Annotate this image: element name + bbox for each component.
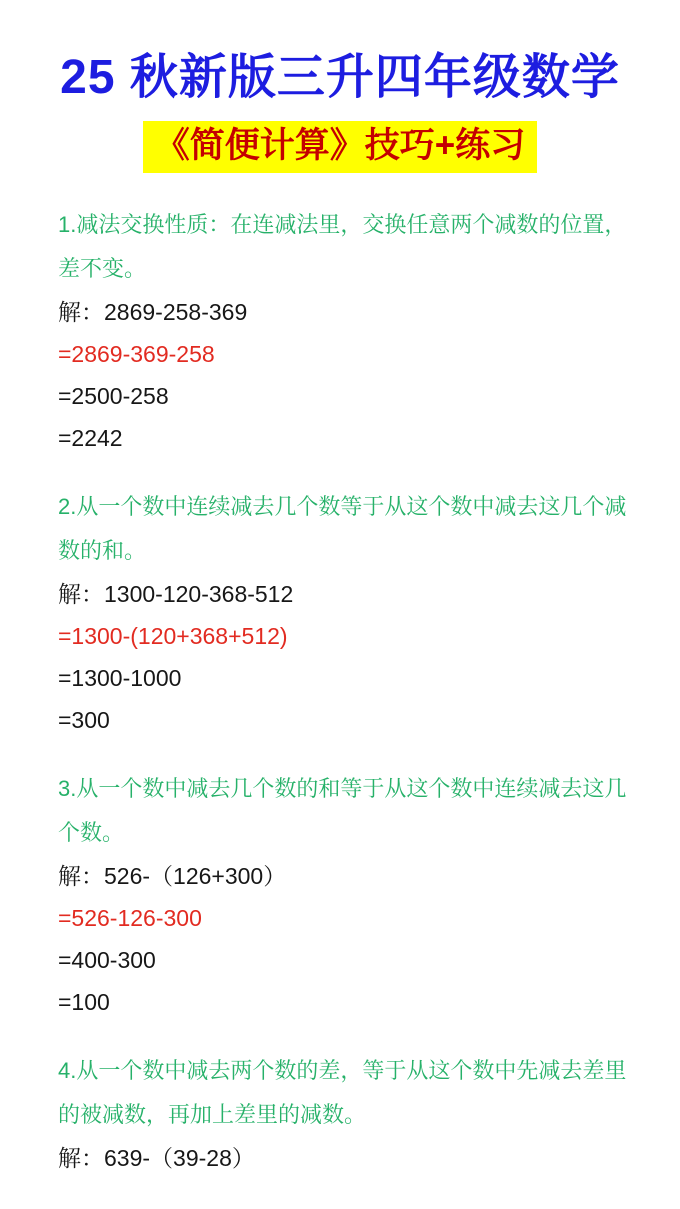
step-line-2a: =1300-1000 (58, 665, 182, 692)
page-subtitle-badge: 《简便计算》技巧+练习 (143, 121, 537, 173)
page-title: 25 秋新版三升四年级数学 (60, 51, 620, 104)
rule-text-2: 2.从一个数中连续减去几个数等于从这个数中减去这几个减数的和。 (58, 494, 627, 564)
key-step-line-2: =1300-(120+368+512) (58, 623, 288, 650)
solve-line-4: 解：639-（39-28） (58, 1145, 255, 1172)
solve-line-2: 解：1300-120-368-512 (58, 581, 294, 608)
solve-line-3: 解：526-（126+300） (58, 863, 287, 890)
solve-line-1: 解：2869-258-369 (58, 299, 248, 326)
section-2 (58, 485, 634, 741)
section-3 (58, 767, 634, 1023)
result-line-3: =100 (58, 989, 110, 1016)
section-4 (58, 1049, 634, 1179)
step-line-1a: =2500-258 (58, 383, 169, 410)
section-1 (58, 203, 634, 459)
rule-text-3: 3.从一个数中减去几个数的和等于从这个数中连续减去这几个数。 (58, 776, 627, 846)
key-step-line-1: =2869-369-258 (58, 341, 215, 368)
subtitle-row (0, 121, 680, 173)
result-line-1: =2242 (58, 425, 123, 452)
content (0, 191, 680, 1179)
result-line-2: =300 (58, 707, 110, 734)
rule-text-1: 1.减法交换性质：在连减法里，交换任意两个减数的位置，差不变。 (58, 212, 627, 282)
step-line-3a: =400-300 (58, 947, 156, 974)
key-step-line-3: =526-126-300 (58, 905, 202, 932)
rule-text-4: 4.从一个数中减去两个数的差，等于从这个数中先减去差里的被减数，再加上差里的减数。 (58, 1058, 627, 1128)
